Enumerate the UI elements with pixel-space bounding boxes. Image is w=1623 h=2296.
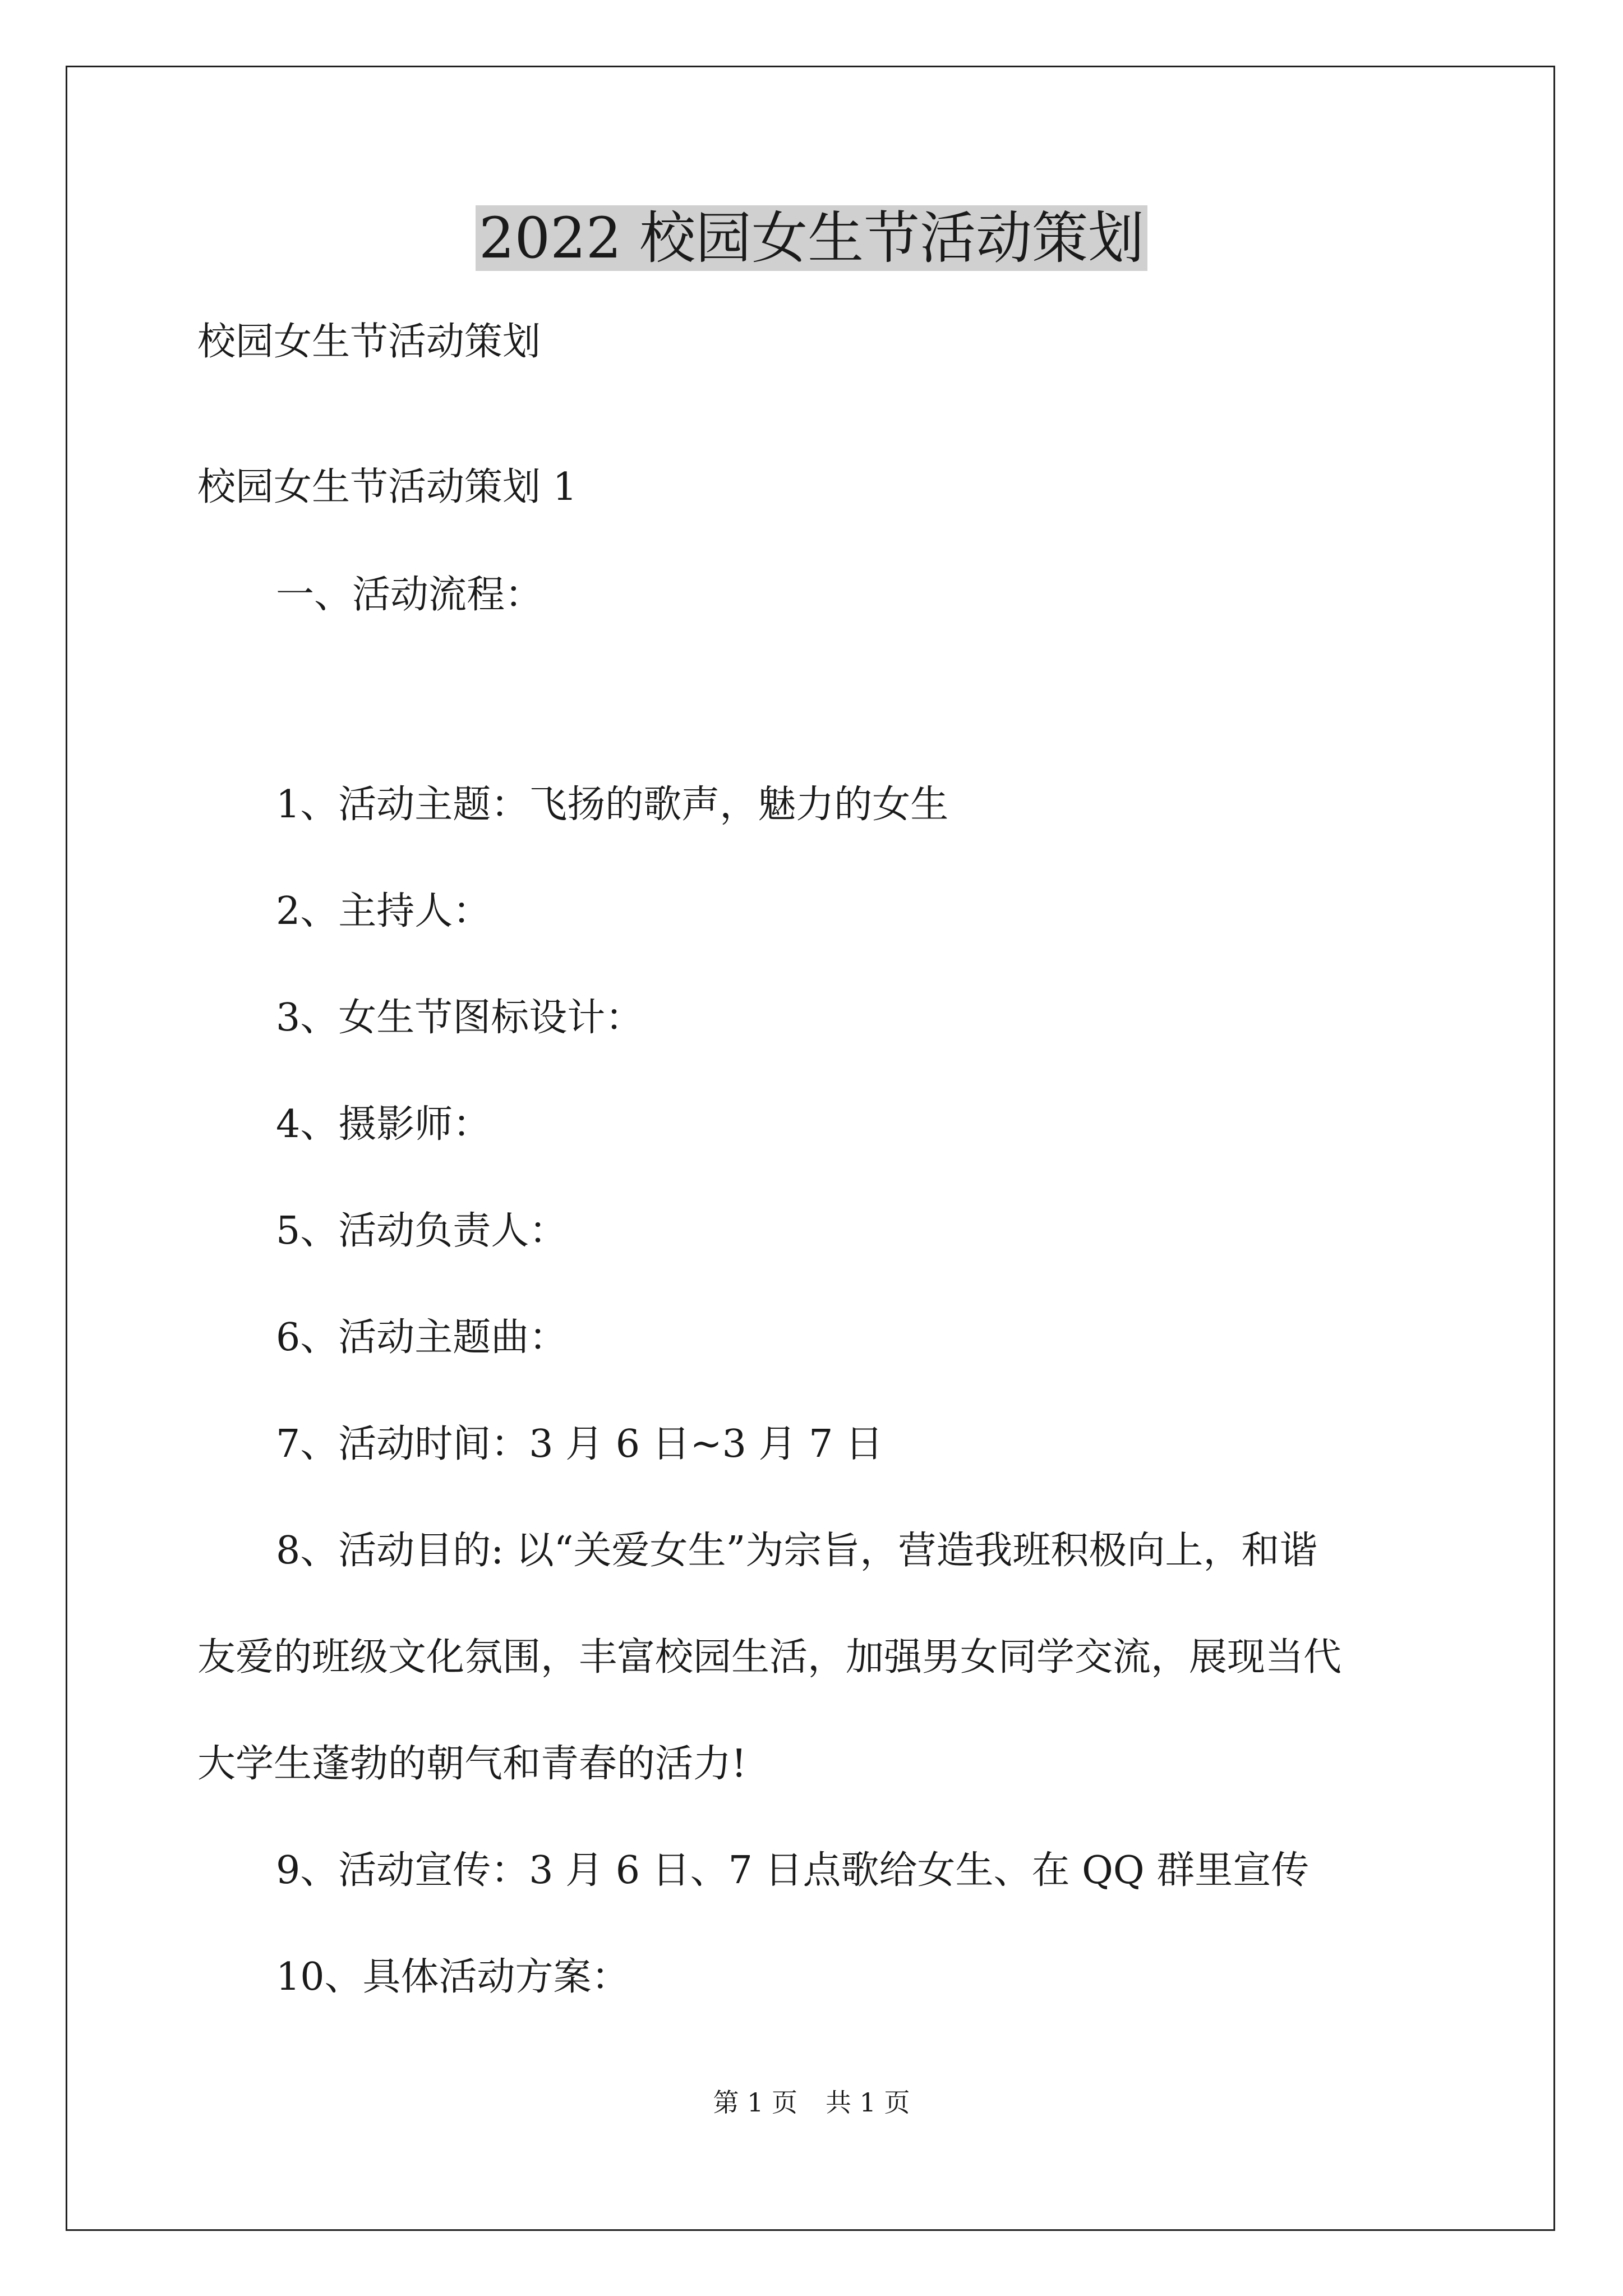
list-item: 7、活动时间：3 月 6 日~3 月 7 日 bbox=[276, 1422, 883, 1466]
section-heading: 一、活动流程： bbox=[276, 573, 543, 617]
page-footer bbox=[0, 2086, 1623, 2119]
item-8-line-3: 大学生蓬勃的朝气和青春的活力! bbox=[197, 1742, 747, 1786]
list-item: 2、主持人： bbox=[276, 889, 491, 933]
document-title bbox=[0, 199, 1623, 278]
title-text: 2022 校园女生节活动策划 bbox=[476, 205, 1147, 271]
item-8-line-1: 8、活动目的: 以“关爱女生”为宗旨，营造我班积极向上，和谐 bbox=[276, 1529, 1318, 1573]
list-item: 4、摄影师： bbox=[276, 1102, 491, 1147]
list-item: 3、女生节图标设计： bbox=[276, 996, 644, 1040]
page-current: 第 1 页 bbox=[713, 2087, 797, 2118]
item-9: 9、活动宣传：3 月 6 日、7 日点歌给女生、在 QQ 群里宣传 bbox=[276, 1848, 1310, 1893]
page-total: 共 1 页 bbox=[826, 2087, 910, 2118]
item-10: 10、具体活动方案： bbox=[276, 1955, 630, 1999]
subtitle-1: 校园女生节活动策划 bbox=[197, 320, 541, 364]
subtitle-2: 校园女生节活动策划 1 bbox=[197, 465, 577, 509]
list-item: 5、活动负责人： bbox=[276, 1209, 568, 1253]
item-8-line-2: 友爱的班级文化氛围，丰富校园生活，加强男女同学交流，展现当代 bbox=[197, 1635, 1342, 1680]
list-item: 6、活动主题曲： bbox=[276, 1315, 568, 1360]
list-item: 1、活动主题：飞扬的歌声，魅力的女生 bbox=[276, 783, 949, 827]
